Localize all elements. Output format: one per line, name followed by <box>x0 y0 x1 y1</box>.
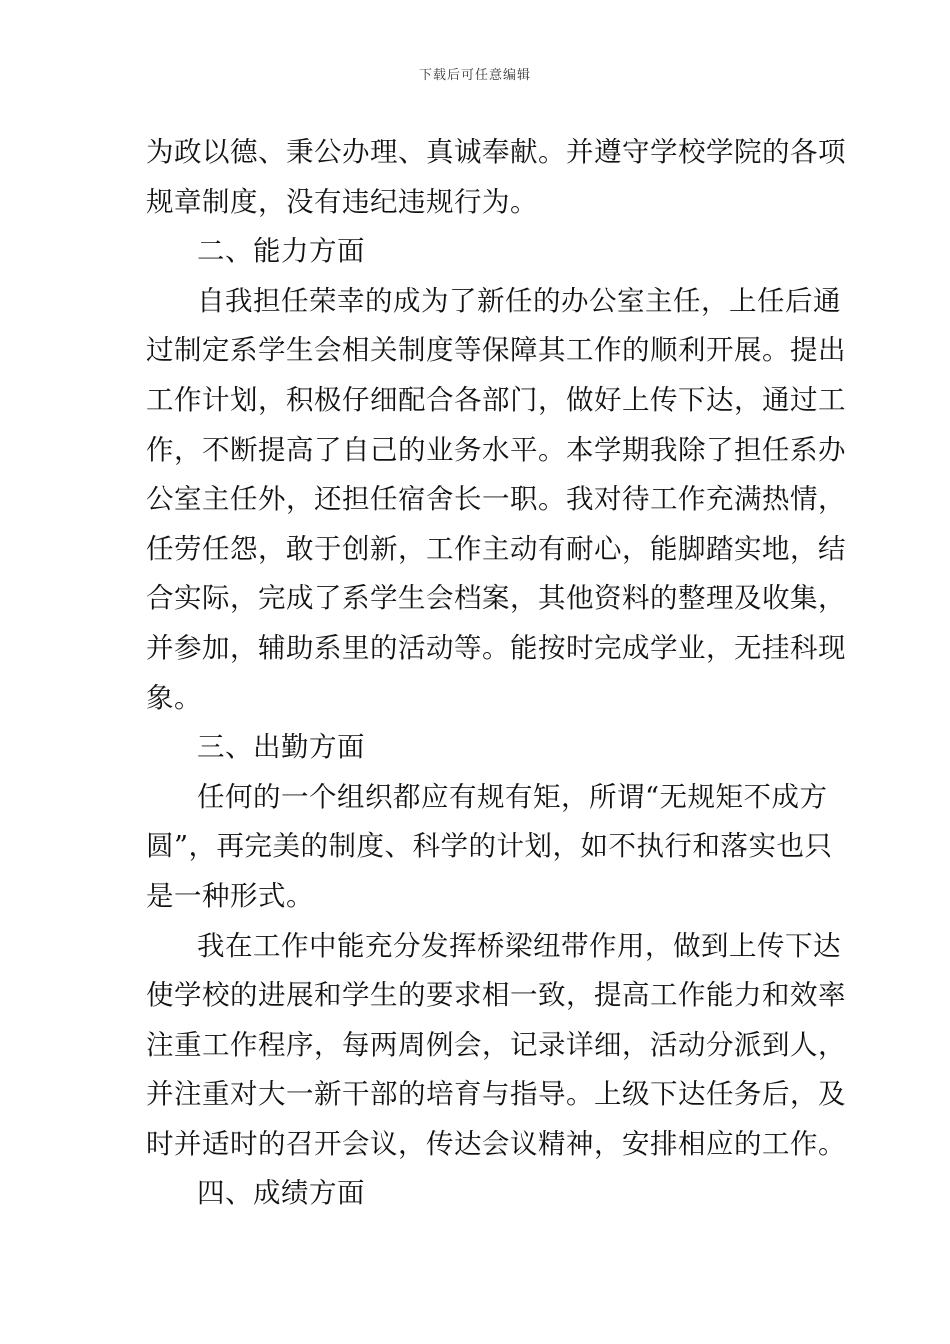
text-line: 规章制度，没有违纪违规行为。 <box>146 185 538 218</box>
text-line: 我在工作中能充分发挥桥梁纽带作用，做到上传下达 <box>197 929 841 962</box>
text-line: 是一种形式。 <box>146 879 314 912</box>
text-line: 公室主任外，还担任宿舍长一职。我对待工作充满热情， <box>146 483 846 516</box>
section-heading: 四、成绩方面 <box>197 1177 365 1210</box>
text-line: 过制定系学生会相关制度等保障其工作的顺利开展。提出 <box>146 334 846 367</box>
document-body <box>146 128 846 1219</box>
text-line: 自我担任荣幸的成为了新任的办公室主任，上任后通 <box>197 284 841 317</box>
text-line: 任劳任怨，敢于创新，工作主动有耐心，能脚踏实地，结 <box>146 532 846 565</box>
text-line: 圆”，再完美的制度、科学的计划，如不执行和落实也只 <box>146 830 833 863</box>
text-line: 使学校的进展和学生的要求相一致，提高工作能力和效率 <box>146 979 846 1012</box>
text-line: 为政以德、秉公办理、真诚奉献。并遵守学校学院的各项 <box>146 136 846 168</box>
text-line: 合实际，完成了系学生会档案，其他资料的整理及收集， <box>146 582 846 615</box>
text-line: 作，不断提高了自己的业务水平。本学期我除了担任系办 <box>146 433 846 466</box>
text-line: 任何的一个组织都应有规有矩，所谓“无规矩不成方 <box>197 780 828 813</box>
section-heading: 三、出勤方面 <box>197 731 365 764</box>
header-note: 下载后可任意编辑 <box>418 68 531 83</box>
text-line: 并参加，辅助系里的活动等。能按时完成学业，无挂科现 <box>146 631 846 664</box>
text-line: 时并适时的召开会议，传达会议精神，安排相应的工作。 <box>146 1127 846 1160</box>
text-line: 并注重对大一新干部的培育与指导。上级下达任务后，及 <box>146 1078 846 1111</box>
section-heading: 二、能力方面 <box>197 235 365 268</box>
text-line: 注重工作程序，每两周例会，记录详细，活动分派到人， <box>146 1028 846 1061</box>
text-line: 象。 <box>146 681 202 714</box>
text-line: 工作计划，积极仔细配合各部门，做好上传下达，通过工 <box>146 383 846 416</box>
